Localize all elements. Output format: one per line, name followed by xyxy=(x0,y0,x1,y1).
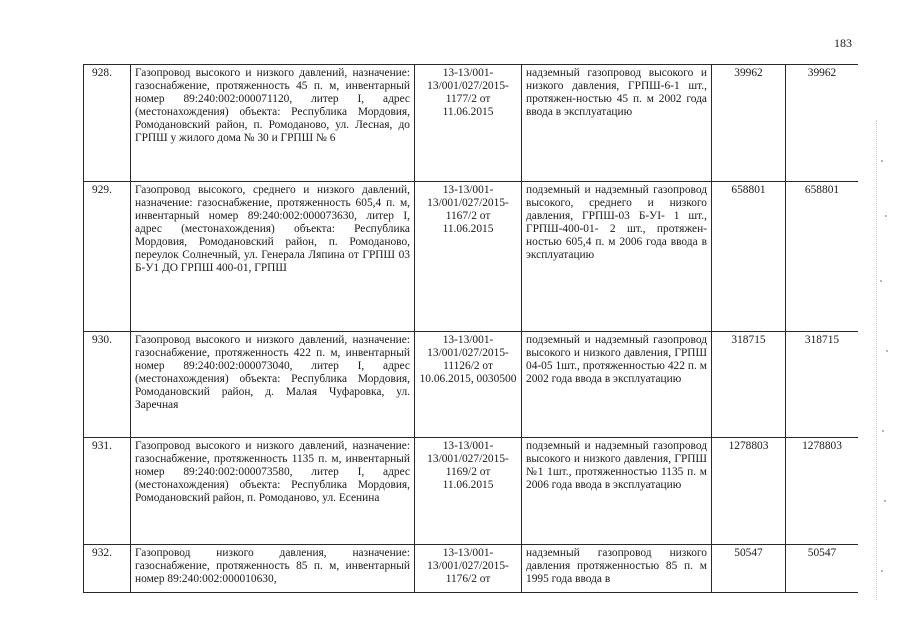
table-row xyxy=(84,65,859,182)
row-number: 929. xyxy=(84,182,131,332)
scan-speck xyxy=(882,430,884,432)
object-characteristics: надземный газопровод высокого и низкого давления, ГРПШ-6-1 шт., протяжен-ностью 45 п. м 2002 года ввода в эксплуатацию xyxy=(522,65,712,182)
value-cell-1: 658801 xyxy=(712,182,786,332)
scan-speck xyxy=(881,160,883,162)
page-number: 183 xyxy=(834,36,852,50)
registration-record: 13-13/001-13/001/027/2015-1177/2 от 11.06.2015 xyxy=(415,65,522,182)
value-cell-2: 50547 xyxy=(786,545,859,593)
scan-speck xyxy=(885,215,887,217)
value-cell-2: 658801 xyxy=(786,182,859,332)
value-cell-2: 318715 xyxy=(786,332,859,438)
scan-artifact-marks xyxy=(876,120,893,600)
object-description: Газопровод низкого давления, назначение: газоснабжение, протяженность 85 п. м, инвентарный номер 89:240:002:000010630, xyxy=(131,545,415,593)
value-cell-1: 50547 xyxy=(712,545,786,593)
value-cell-2: 1278803 xyxy=(786,438,859,545)
row-number: 928. xyxy=(84,65,131,182)
object-characteristics: подземный и надземный газопровод высокого и низкого давления, ГРПШ 04-05 1шт., протяженностью 422 п. м 2002 года ввода в эксплуатацию xyxy=(522,332,712,438)
row-number: 931. xyxy=(84,438,131,545)
object-description: Газопровод высокого и низкого давлений, назначение: газоснабжение, протяженность 1135 п. м, инвентарный номер 89:240:002:000073580, литер I, адрес (местонахождения) объекта: Республика Мордовия, Ромодановский район, п. Ромоданово, ул. Есенина xyxy=(131,438,415,545)
table-row xyxy=(84,332,859,438)
value-cell-2: 39962 xyxy=(786,65,859,182)
table-row xyxy=(84,438,859,545)
table-row xyxy=(84,545,859,593)
register-sheet xyxy=(83,64,858,634)
scan-speck xyxy=(886,350,888,352)
value-cell-1: 318715 xyxy=(712,332,786,438)
registration-record: 13-13/001-13/001/027/2015-1167/2 от 11.06.2015 xyxy=(415,182,522,332)
object-description: Газопровод высокого и низкого давлений, назначение: газоснабжение, протяженность 45 п. м, инвентарный номер 89:240:002:000071120, литер I, адрес (местонахождения) объекта: Республика Мордовия, Ромодановский район, п. Ромоданово, ул. Лесная, до ГРПШ у жилого дома № 30 и ГРПШ № 6 xyxy=(131,65,415,182)
row-number: 932. xyxy=(84,545,131,593)
registration-record: 13-13/001-13/001/027/2015-1169/2 от 11.06.2015 xyxy=(415,438,522,545)
object-description: Газопровод высокого и низкого давлений, назначение: газоснабжение, протяженность 422 п. м, инвентарный номер 89:240:002:000073040, литер I, адрес (местонахождения) объекта: Республика Мордовия, Ромодановский район, д. Малая Чуфаровка, ул. Заречная xyxy=(131,332,415,438)
scan-speck xyxy=(884,500,886,502)
value-cell-1: 1278803 xyxy=(712,438,786,545)
table-row xyxy=(84,182,859,332)
object-characteristics: надземный газопровод низкого давления протяженностью 85 п. м 1995 года ввода в xyxy=(522,545,712,593)
object-characteristics: подземный и надземный газопровод высокого, среднего и низкого давления, ГРПШ-03 Б-УI- 1 шт., ГРПШ-400-01- 2 шт., протяжен-ностью 605,4 п. м 2006 года ввода в эксплуатацию xyxy=(522,182,712,332)
scan-speck xyxy=(880,280,882,282)
scan-speck xyxy=(881,570,883,572)
object-characteristics: подземный и надземный газопровод высокого и низкого давления, ГРПШ №1 1шт., протяженностью 1135 п. м 2006 года ввода в эксплуатацию xyxy=(522,438,712,545)
property-register-table xyxy=(83,64,858,593)
registration-record: 13-13/001-13/001/027/2015-11126/2 от 10.06.2015, 0030500 xyxy=(415,332,522,438)
object-description: Газопровод высокого, среднего и низкого давлений, назначение: газоснабжение, протяженность 605,4 п. м, инвентарный номер 89:240:002:000073630, литер I, адрес (местонахождения) объекта: Республика Мордовия, Ромодановский район, п. Ромоданово, переулок Солнечный, ул. Генерала Ляпина от ГРПШ 03 Б-У1 ДО ГРПШ 400-01, ГРПШ xyxy=(131,182,415,332)
value-cell-1: 39962 xyxy=(712,65,786,182)
registration-record: 13-13/001-13/001/027/2015-1176/2 от xyxy=(415,545,522,593)
row-number: 930. xyxy=(84,332,131,438)
